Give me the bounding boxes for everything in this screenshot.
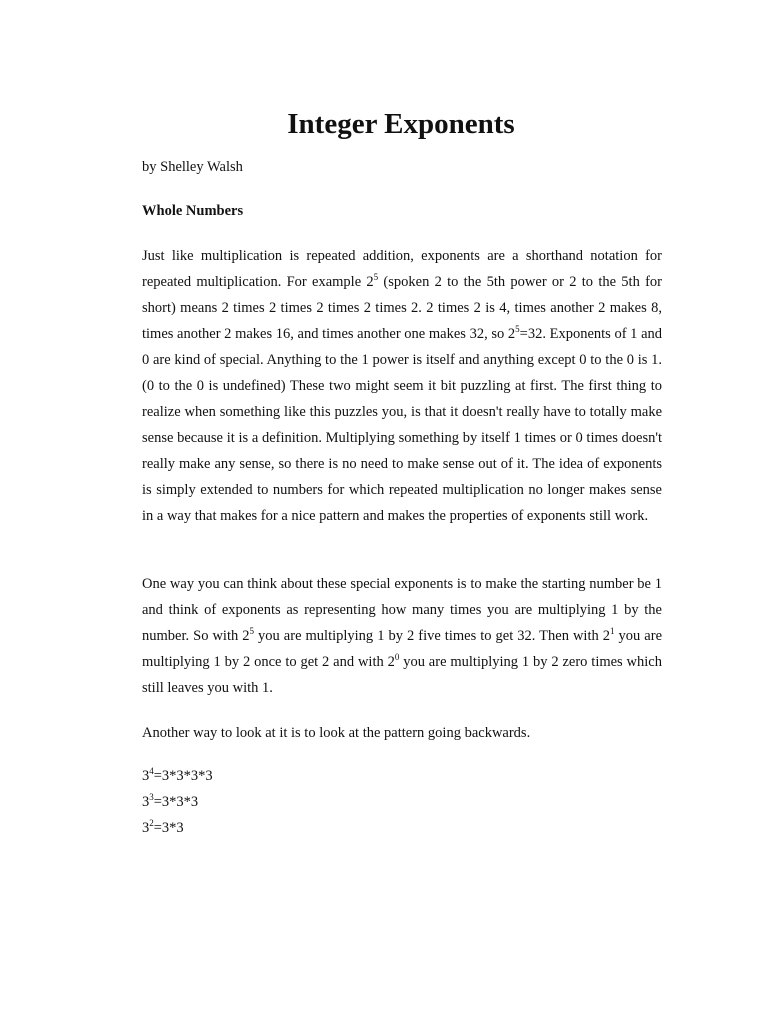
exponent: 4 <box>149 766 154 777</box>
exponent: 0 <box>394 652 400 663</box>
equation-line <box>142 815 213 841</box>
section-heading: Whole Numbers <box>142 203 244 219</box>
paragraph-pattern: Another way to look at it is to look at the pattern going backwards. <box>142 725 531 741</box>
equation-expansion: =3*3 <box>153 820 184 836</box>
exponent: 5 <box>249 626 255 637</box>
equation-base: 3 <box>142 820 150 836</box>
paragraph-text: you are multiplying 1 by 2 once to get 2 and with 2 <box>142 628 662 670</box>
exponent: 1 <box>610 626 615 637</box>
paragraph-special-exponents <box>142 571 662 701</box>
exponent: 5 <box>373 272 379 283</box>
paragraph-text: (spoken 2 to the 5th power or 2 to the 5th for short) means 2 times 2 times 2 times 2 times 2. 2 times 2 is 4, times another 2 makes 8, times another 2 makes 16, and times another one makes 32, so 2 <box>142 274 663 342</box>
paragraph-text: One way you can think about these special exponents is to make the starting number be 1 and think of exponents as representing how many times you are multiplying 1 by the number. So with 2 <box>142 576 662 644</box>
paragraph-text: =32. Exponents of 1 and 0 are kind of special. Anything to the 1 power is itself and anything except 0 to the 0 is 1. (0 to the 0 is undefined) These two might seem it bit puzzling at first. The first thing to realize when something like this puzzles you, is that it doesn't really have to totally make sense because it is a definition. Multiplying something by itself 1 times or 0 times doesn't really make any sense, so there is no need to make sense out of it. The idea of exponents is simply extended to numbers for which repeated multiplication no longer makes sense in a way that makes for a nice pattern and makes the properties of exponents still work. <box>142 326 663 524</box>
paragraph-text: you are multiplying 1 by 2 zero times which still leaves you with 1. <box>142 654 662 696</box>
exponent: 3 <box>149 792 154 803</box>
equation-expansion: =3*3*3*3 <box>153 768 213 784</box>
exponent: 5 <box>515 324 520 335</box>
equation-base: 3 <box>142 768 150 784</box>
equation-line <box>142 789 213 815</box>
equation-list <box>142 763 213 841</box>
equation-expansion: =3*3*3 <box>153 794 199 810</box>
equation-line <box>142 763 213 789</box>
author-byline: by Shelley Walsh <box>142 159 243 175</box>
equation-base: 3 <box>142 794 150 810</box>
exponent: 2 <box>149 818 154 829</box>
paragraph-whole-numbers <box>142 243 662 529</box>
document-title: Integer Exponents <box>287 108 515 140</box>
paragraph-text: you are multiplying 1 by 2 five times to get 32. Then with 2 <box>254 628 611 644</box>
paragraph-text: Just like multiplication is repeated addition, exponents are a shorthand notation for repeated multiplication. For example 2 <box>142 248 662 290</box>
